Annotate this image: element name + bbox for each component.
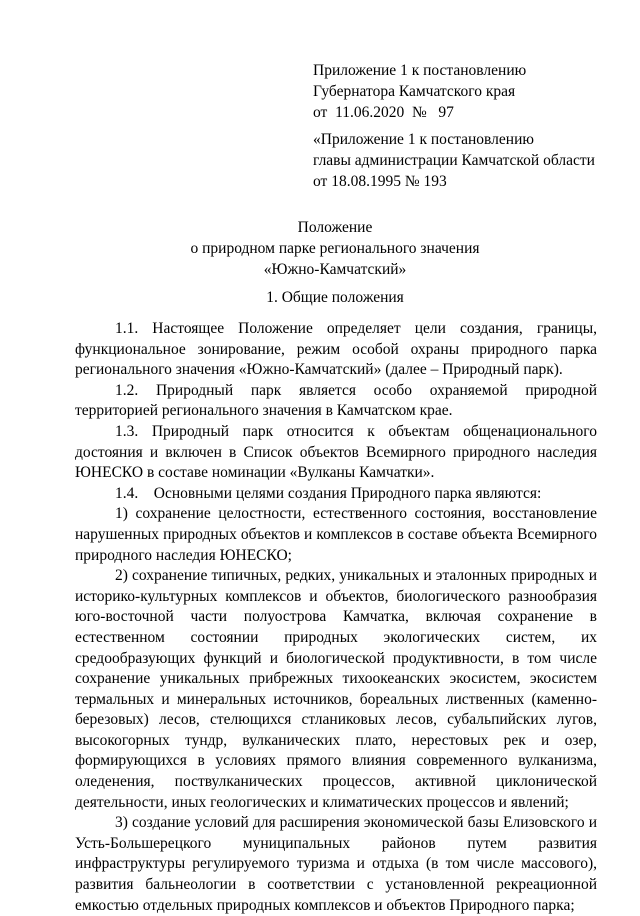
appendix-date-number: от 18.08.1995 № 193: [313, 173, 447, 190]
title-line: о природном парке регионального значения: [190, 240, 480, 257]
paragraph: 1.2. Природный парк является особо охраняемой природной территорией регионального значения в Камчатском крае.: [75, 381, 597, 420]
appendix-line: Приложение 1 к постановлению: [313, 62, 527, 79]
appendix-reference-current: [313, 60, 623, 123]
title-line: «Южно-Камчатский»: [263, 261, 407, 278]
document-body: [75, 319, 597, 916]
document-title: [90, 217, 580, 280]
appendix-line: главы администрации Камчатской области: [313, 152, 595, 169]
appendix-line: «Приложение 1 к постановлению: [313, 131, 534, 148]
appendix-line: Губернатора Камчатского края: [313, 83, 516, 100]
list-item: 3) создание условий для расширения экономической базы Елизовского и Усть-Большерецкого муниципальных районов путем развития инфраструктуры регулируемого туризма и отдыха (в том числе массового), развития бальнеологии в соответствии с установленной рекреационной емкостью отдельных природных комплексов и объектов Природного парка;: [75, 814, 597, 914]
paragraph: 1.4. Основными целями создания Природного парка являются:: [115, 484, 542, 502]
section-heading: 1. Общие положения: [266, 289, 404, 306]
list-item: 2) сохранение типичных, редких, уникальных и эталонных природных и историко-культурных комплексов и объектов, биологического разнообразия юго-восточной части полуострова Камчатка, включая сохранение в естественном состоянии природных экологических систем, их средообразующих функций и биологической продуктивности, в том числе сохранение уникальных прибрежных тихоокеанских экосистем, экосистем термальных и минеральных источников, бореальных лиственных (каменно-березовых) лесов, стелющихся стланиковых лесов, субальпийских лугов, высокогорных тундр, вулканических плато, нерестовых рек и озер, формирующихся в условиях прямого влияния современного вулканизма, оледенения, поствулканических процессов, активной циклонической деятельности, иных геологических и климатических процессов и явлений;: [75, 567, 597, 811]
paragraph: 1.3. Природный парк относится к объектам общенационального достояния и включен в Список объектов Всемирного природного наследия ЮНЕСКО в составе номинации «Вулканы Камчатки».: [75, 422, 597, 482]
title-line: Положение: [297, 219, 373, 236]
appendix-date-number: от 11.06.2020 № 97: [313, 104, 454, 121]
list-item: 1) сохранение целостности, естественного состояния, восстановление нарушенных природных объектов и комплексов в составе объекта Всемирного природного наследия ЮНЕСКО;: [75, 505, 597, 564]
appendix-reference-original: [313, 129, 623, 192]
paragraph: 1.1. Настоящее Положение определяет цели создания, границы, функциональное зонирование, режим особой охраны природного парка регионального значения «Южно-Камчатский» (далее – Природный парк).: [75, 320, 597, 379]
